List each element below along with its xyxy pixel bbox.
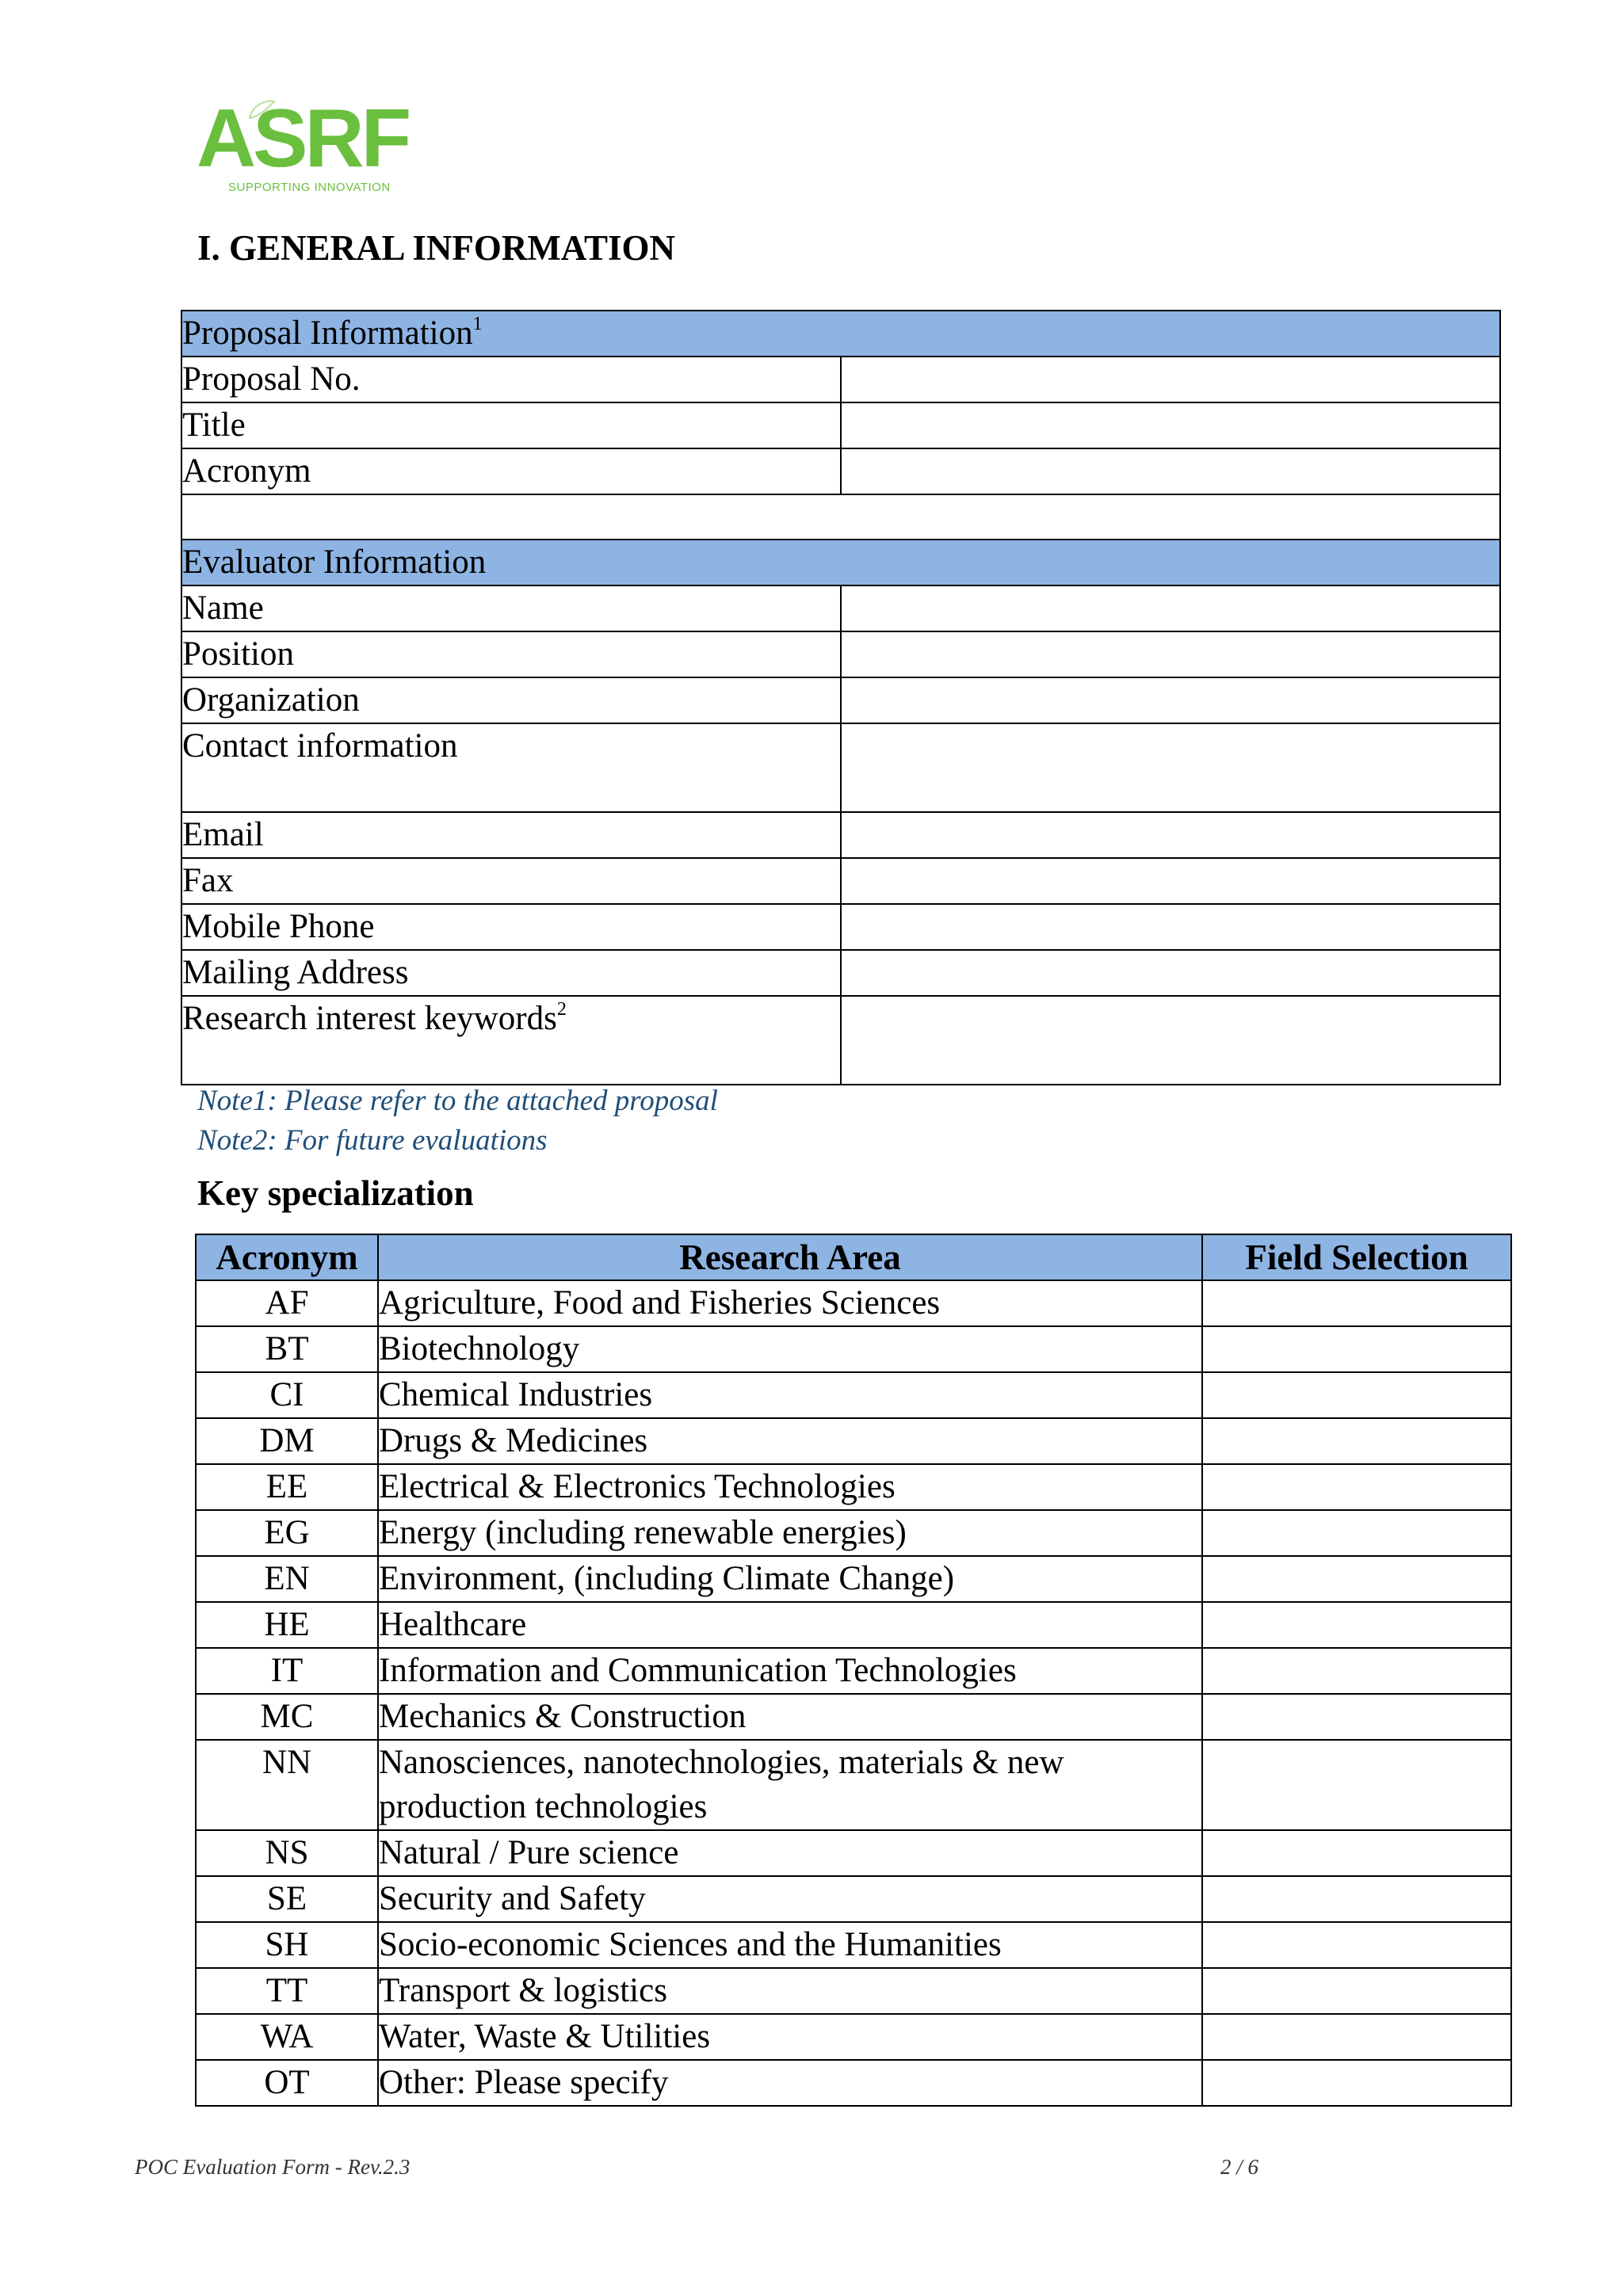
field-selection-cell[interactable] (1202, 1648, 1511, 1694)
table-row (181, 996, 1500, 1085)
contact-info-field[interactable] (841, 723, 1500, 812)
research-area-cell: Chemical Industries (378, 1372, 1202, 1418)
title-label: Title (181, 402, 841, 448)
research-area-cell: Security and Safety (378, 1876, 1202, 1922)
field-selection-cell[interactable] (1202, 1464, 1511, 1510)
footer-page-number: 2 / 6 (1220, 2155, 1259, 2179)
acronym-cell: BT (196, 1326, 378, 1372)
table-row (196, 2014, 1511, 2060)
field-selection-cell[interactable] (1202, 1418, 1511, 1464)
research-area-cell: Socio-economic Sciences and the Humanities (378, 1922, 1202, 1968)
table-row (196, 1922, 1511, 1968)
research-area-header: Research Area (378, 1234, 1202, 1280)
contact-info-label: Contact information (181, 723, 841, 812)
table-row (196, 1418, 1511, 1464)
mailing-address-field[interactable] (841, 950, 1500, 996)
footer-form-name: POC Evaluation Form - Rev.2.3 (135, 2155, 411, 2179)
research-area-cell: Other: Please specify (378, 2060, 1202, 2106)
research-area-cell: Mechanics & Construction (378, 1694, 1202, 1740)
table-row (196, 1740, 1511, 1830)
organization-field[interactable] (841, 677, 1500, 723)
field-selection-cell[interactable] (1202, 2014, 1511, 2060)
mailing-address-label: Mailing Address (181, 950, 841, 996)
table-row (181, 585, 1500, 631)
table-row (196, 1280, 1511, 1326)
acronym-cell: HE (196, 1602, 378, 1648)
field-selection-cell[interactable] (1202, 1830, 1511, 1876)
acronym-cell: DM (196, 1418, 378, 1464)
acronym-cell: OT (196, 2060, 378, 2106)
table-row (196, 1602, 1511, 1648)
table-row (196, 1326, 1511, 1372)
key-specialization-table (195, 1234, 1512, 2107)
proposal-info-header: Proposal Information$^1$ (181, 311, 1500, 357)
acronym-cell: CI (196, 1372, 378, 1418)
email-label: Email (181, 812, 841, 858)
field-selection-header: Field Selection (1202, 1234, 1511, 1280)
key-specialization-title: Key specialization (197, 1173, 474, 1213)
acronym-cell: TT (196, 1968, 378, 2014)
research-keywords-label: Research interest keywords$^2$ (181, 996, 841, 1085)
table-row (196, 1830, 1511, 1876)
table-row (196, 1372, 1511, 1418)
field-selection-cell[interactable] (1202, 1740, 1511, 1830)
table-row (196, 2060, 1511, 2106)
fax-label: Fax (181, 858, 841, 904)
field-selection-cell[interactable] (1202, 1556, 1511, 1602)
acronym-cell: SE (196, 1876, 378, 1922)
field-selection-cell[interactable] (1202, 1876, 1511, 1922)
field-selection-cell[interactable] (1202, 1694, 1511, 1740)
evaluator-info-header-row (181, 540, 1500, 585)
field-selection-cell[interactable] (1202, 1326, 1511, 1372)
research-area-cell: Natural / Pure science (378, 1830, 1202, 1876)
table-row (181, 858, 1500, 904)
research-area-cell: Drugs & Medicines (378, 1418, 1202, 1464)
mobile-phone-label: Mobile Phone (181, 904, 841, 950)
email-field[interactable] (841, 812, 1500, 858)
research-area-cell: Water, Waste & Utilities (378, 2014, 1202, 2060)
table-row (196, 1694, 1511, 1740)
research-area-cell: Energy (including renewable energies) (378, 1510, 1202, 1556)
name-field[interactable] (841, 585, 1500, 631)
proposal-info-header-row (181, 311, 1500, 357)
title-field[interactable] (841, 402, 1500, 448)
field-selection-cell[interactable] (1202, 1280, 1511, 1326)
field-selection-cell[interactable] (1202, 2060, 1511, 2106)
research-area-cell: Information and Communication Technologies (378, 1648, 1202, 1694)
research-area-cell: Electrical & Electronics Technologies (378, 1464, 1202, 1510)
acronym-header: Acronym (196, 1234, 378, 1280)
table-row (181, 677, 1500, 723)
field-selection-cell[interactable] (1202, 1968, 1511, 2014)
research-keywords-field[interactable] (841, 996, 1500, 1085)
logo-wordmark: ASRF (197, 93, 409, 185)
acronym-cell: NN (196, 1740, 378, 1830)
acronym-cell: NS (196, 1830, 378, 1876)
acronym-cell: IT (196, 1648, 378, 1694)
research-area-cell: Nanosciences, nanotechnologies, materials & new production technologies (378, 1740, 1202, 1830)
field-selection-cell[interactable] (1202, 1922, 1511, 1968)
acronym-cell: MC (196, 1694, 378, 1740)
table-row (181, 402, 1500, 448)
table-row (181, 950, 1500, 996)
field-selection-cell[interactable] (1202, 1372, 1511, 1418)
note-1: Note1: Please refer to the attached proposal (197, 1085, 718, 1117)
table-row (196, 1968, 1511, 2014)
table-row (181, 631, 1500, 677)
note-2: Note2: For future evaluations (197, 1124, 548, 1157)
table-row (181, 448, 1500, 494)
research-area-cell: Biotechnology (378, 1326, 1202, 1372)
spacer-row (181, 494, 1500, 540)
general-info-table (181, 310, 1501, 1085)
table-row (196, 1876, 1511, 1922)
acronym-label: Acronym (181, 448, 841, 494)
acronym-cell: AF (196, 1280, 378, 1326)
research-area-cell: Healthcare (378, 1602, 1202, 1648)
table-row (196, 1510, 1511, 1556)
evaluator-info-header: Evaluator Information (181, 540, 1500, 585)
table-row (181, 812, 1500, 858)
proposal-no-field[interactable] (841, 357, 1500, 402)
table-row (196, 1556, 1511, 1602)
research-area-cell: Agriculture, Food and Fisheries Sciences (378, 1280, 1202, 1326)
logo-tagline: SUPPORTING INNOVATION (228, 181, 391, 194)
position-field[interactable] (841, 631, 1500, 677)
acronym-cell: EN (196, 1556, 378, 1602)
spacer-cell (181, 494, 1500, 540)
proposal-no-label: Proposal No. (181, 357, 841, 402)
table-row (196, 1648, 1511, 1694)
research-area-cell: Environment, (including Climate Change) (378, 1556, 1202, 1602)
field-selection-cell[interactable] (1202, 1602, 1511, 1648)
table-row (181, 723, 1500, 812)
table-row (181, 357, 1500, 402)
acronym-cell: EG (196, 1510, 378, 1556)
acronym-cell: EE (196, 1464, 378, 1510)
asrf-logo (197, 95, 426, 198)
key-table-header-row (196, 1234, 1511, 1280)
acronym-cell: WA (196, 2014, 378, 2060)
position-label: Position (181, 631, 841, 677)
table-row (181, 904, 1500, 950)
organization-label: Organization (181, 677, 841, 723)
table-row (196, 1464, 1511, 1510)
acronym-field[interactable] (841, 448, 1500, 494)
acronym-cell: SH (196, 1922, 378, 1968)
fax-field[interactable] (841, 858, 1500, 904)
mobile-phone-field[interactable] (841, 904, 1500, 950)
name-label: Name (181, 585, 841, 631)
section-title: I. GENERAL INFORMATION (197, 228, 675, 268)
field-selection-cell[interactable] (1202, 1510, 1511, 1556)
research-area-cell: Transport & logistics (378, 1968, 1202, 2014)
